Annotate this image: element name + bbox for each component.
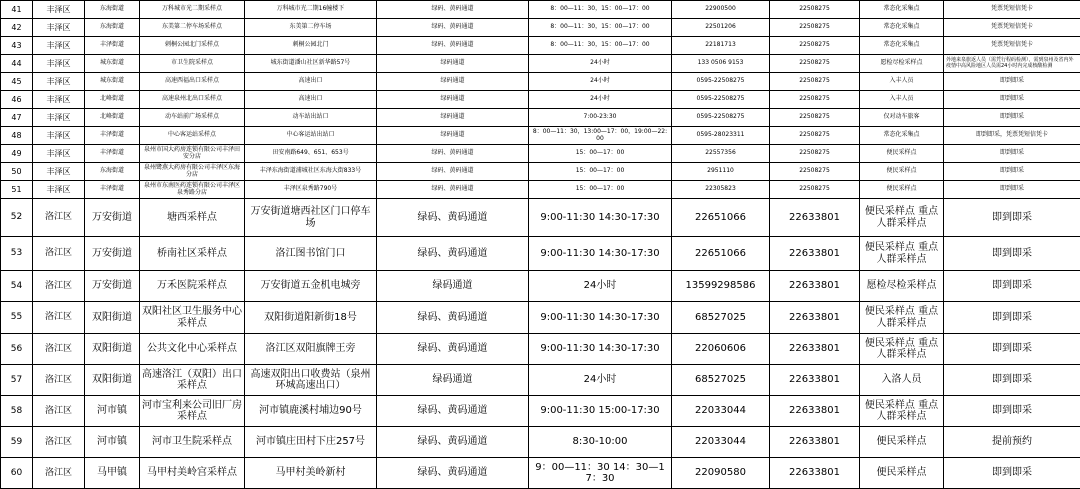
note-cell: 凭票凭短信凭卡 <box>944 37 1080 55</box>
street-cell: 万安街道 <box>85 271 140 302</box>
site-type-cell: 便民采样点 重点人群采样点 <box>860 334 944 365</box>
code-channel-cell: 绿码、黄码通道 <box>377 302 529 334</box>
hours-cell: 9:00-11:30 14:30-17:30 <box>529 237 672 271</box>
note-cell: 即到即采 <box>944 237 1080 271</box>
code-channel-cell: 绿码通道 <box>377 91 529 109</box>
hours-cell: 9:00-11:30 14:30-17:30 <box>529 302 672 334</box>
table-row <box>1 37 1080 55</box>
note-cell: 凭票凭短信凭卡 <box>944 1 1080 19</box>
hours-cell: 24小时 <box>529 271 672 302</box>
note-cell: 即到即采 <box>944 302 1080 334</box>
site-name-cell: 泉州市东南医药连锁有限公司丰泽区泉秀路分店 <box>140 181 245 199</box>
site-type-cell: 便民采样点 重点人群采样点 <box>860 199 944 237</box>
contact-phone-cell: 0595-22508275 <box>672 91 770 109</box>
site-name-cell: 桥南社区采样点 <box>140 237 245 271</box>
site-type-cell: 便民采样点 <box>860 163 944 181</box>
site-name-cell: 泉州鹭燕大药房有限公司丰泽区东海分店 <box>140 163 245 181</box>
row-number: 60 <box>1 458 33 489</box>
note-cell: 即到即采 <box>944 181 1080 199</box>
address-cell: 双阳街道阳新街18号 <box>245 302 377 334</box>
table-row <box>1 91 1080 109</box>
street-cell: 北峰街道 <box>85 109 140 127</box>
row-number: 59 <box>1 427 33 458</box>
site-type-cell: 入丰人员 <box>860 91 944 109</box>
note-cell: 即到即采 <box>944 109 1080 127</box>
supervision-phone-cell: 22508275 <box>770 73 860 91</box>
table-row <box>1 127 1080 145</box>
row-number: 55 <box>1 302 33 334</box>
supervision-phone-cell: 22633801 <box>770 458 860 489</box>
street-cell: 双阳街道 <box>85 334 140 365</box>
hours-cell: 15：00—17：00 <box>529 145 672 163</box>
row-number: 41 <box>1 1 33 19</box>
row-number: 58 <box>1 396 33 427</box>
table-row <box>1 427 1080 458</box>
note-cell: 凭票凭短信凭卡 <box>944 19 1080 37</box>
supervision-phone-cell: 22508275 <box>770 109 860 127</box>
note-cell: 即到即采，凭票凭短信凭卡 <box>944 127 1080 145</box>
code-channel-cell: 绿码通道 <box>377 127 529 145</box>
supervision-phone-cell: 22508275 <box>770 127 860 145</box>
site-type-cell: 愿检尽检采样点 <box>860 271 944 302</box>
code-channel-cell: 绿码通道 <box>377 55 529 73</box>
site-type-cell: 仅对动车旅客 <box>860 109 944 127</box>
supervision-phone-cell: 22633801 <box>770 427 860 458</box>
table-row <box>1 199 1080 237</box>
supervision-phone-cell: 22508275 <box>770 1 860 19</box>
supervision-phone-cell: 22633801 <box>770 396 860 427</box>
site-name-cell: 公共文化中心采样点 <box>140 334 245 365</box>
table-row <box>1 302 1080 334</box>
address-cell: 刺桐公园北门 <box>245 37 377 55</box>
hours-cell: 8：00—11：30，15：00—17：00 <box>529 1 672 19</box>
note-cell: 即到即采 <box>944 145 1080 163</box>
district-cell: 洛江区 <box>33 237 85 271</box>
note-cell: 即到即采 <box>944 458 1080 489</box>
hours-cell: 9:00-11:30 15:00-17:30 <box>529 396 672 427</box>
hours-cell: 24小时 <box>529 55 672 73</box>
address-cell: 河市镇庄田村下庄257号 <box>245 427 377 458</box>
table-row <box>1 1 1080 19</box>
address-cell: 万安街道五金机电城旁 <box>245 271 377 302</box>
row-number: 46 <box>1 91 33 109</box>
district-cell: 丰泽区 <box>33 127 85 145</box>
hours-cell: 7:00-23:30 <box>529 109 672 127</box>
street-cell: 城东街道 <box>85 55 140 73</box>
site-type-cell: 入丰人员 <box>860 73 944 91</box>
site-name-cell: 河市卫生院采样点 <box>140 427 245 458</box>
site-name-cell: 河市宝利来公司旧厂房采样点 <box>140 396 245 427</box>
table-row <box>1 73 1080 91</box>
site-name-cell: 动车站前广场采样点 <box>140 109 245 127</box>
code-channel-cell: 绿码、黄码通道 <box>377 396 529 427</box>
street-cell: 东海街道 <box>85 163 140 181</box>
address-cell: 动车站出站口 <box>245 109 377 127</box>
hours-cell: 9:00-11:30 14:30-17:30 <box>529 334 672 365</box>
table-row <box>1 55 1080 73</box>
district-cell: 丰泽区 <box>33 1 85 19</box>
supervision-phone-cell: 22508275 <box>770 37 860 55</box>
street-cell: 万安街道 <box>85 237 140 271</box>
hours-cell: 24小时 <box>529 365 672 396</box>
contact-phone-cell: 22060606 <box>672 334 770 365</box>
table-row <box>1 365 1080 396</box>
supervision-phone-cell: 22508275 <box>770 181 860 199</box>
hours-cell: 8:30-10:00 <box>529 427 672 458</box>
note-cell: 即到即采 <box>944 365 1080 396</box>
code-channel-cell: 绿码、黄码通道 <box>377 199 529 237</box>
supervision-phone-cell: 22633801 <box>770 334 860 365</box>
district-cell: 丰泽区 <box>33 19 85 37</box>
street-cell: 丰泽街道 <box>85 37 140 55</box>
row-number: 50 <box>1 163 33 181</box>
site-name-cell: 高速泉州北出口采样点 <box>140 91 245 109</box>
street-cell: 丰泽街道 <box>85 127 140 145</box>
address-cell: 高速双阳出口收费站（泉州环城高速出口） <box>245 365 377 396</box>
district-cell: 洛江区 <box>33 199 85 237</box>
street-cell: 北峰街道 <box>85 91 140 109</box>
district-cell: 丰泽区 <box>33 37 85 55</box>
site-type-cell: 愿检尽检采样点 <box>860 55 944 73</box>
district-cell: 丰泽区 <box>33 145 85 163</box>
street-cell: 河市镇 <box>85 427 140 458</box>
site-type-cell: 常态化采集点 <box>860 1 944 19</box>
row-number: 45 <box>1 73 33 91</box>
row-number: 54 <box>1 271 33 302</box>
address-cell: 河市镇鹿溪村埔边90号 <box>245 396 377 427</box>
address-cell: 城东街道潘山社区新华路57号 <box>245 55 377 73</box>
street-cell: 马甲镇 <box>85 458 140 489</box>
contact-phone-cell: 0595-28023311 <box>672 127 770 145</box>
district-cell: 洛江区 <box>33 271 85 302</box>
street-cell: 万安街道 <box>85 199 140 237</box>
site-name-cell: 刺桐公园北门采样点 <box>140 37 245 55</box>
row-number: 52 <box>1 199 33 237</box>
hours-cell: 8：00—11：30，15：00—17：00 <box>529 19 672 37</box>
address-cell: 洛江区双阳旗牌王旁 <box>245 334 377 365</box>
district-cell: 丰泽区 <box>33 181 85 199</box>
supervision-phone-cell: 22633801 <box>770 199 860 237</box>
note-cell: 即到即采 <box>944 396 1080 427</box>
table-row <box>1 109 1080 127</box>
supervision-phone-cell: 22508275 <box>770 163 860 181</box>
site-type-cell: 便民采样点 <box>860 427 944 458</box>
site-name-cell: 泉州市国大药房连锁有限公司丰泽田安分店 <box>140 145 245 163</box>
supervision-phone-cell: 22508275 <box>770 145 860 163</box>
row-number: 47 <box>1 109 33 127</box>
table-row <box>1 19 1080 37</box>
table-row <box>1 163 1080 181</box>
code-channel-cell: 绿码、黄码通道 <box>377 237 529 271</box>
contact-phone-cell: 2951110 <box>672 163 770 181</box>
supervision-phone-cell: 22508275 <box>770 91 860 109</box>
address-cell: 东美第二停车场 <box>245 19 377 37</box>
site-type-cell: 便民采样点 重点人群采样点 <box>860 237 944 271</box>
hours-cell: 15：00—17：00 <box>529 181 672 199</box>
site-type-cell: 常态化采集点 <box>860 127 944 145</box>
street-cell: 双阳街道 <box>85 302 140 334</box>
code-channel-cell: 绿码、黄码通道 <box>377 145 529 163</box>
contact-phone-cell: 22305823 <box>672 181 770 199</box>
code-channel-cell: 绿码通道 <box>377 109 529 127</box>
hours-cell: 8：00—11：30，13:00—17：00，19:00—22:00 <box>529 127 672 145</box>
code-channel-cell: 绿码通道 <box>377 365 529 396</box>
contact-phone-cell: 22900500 <box>672 1 770 19</box>
code-channel-cell: 绿码、黄码通道 <box>377 37 529 55</box>
code-channel-cell: 绿码、黄码通道 <box>377 181 529 199</box>
note-cell: 即到即采 <box>944 334 1080 365</box>
street-cell: 河市镇 <box>85 396 140 427</box>
address-cell: 田安南路649、651、653号 <box>245 145 377 163</box>
street-cell: 东海街道 <box>85 19 140 37</box>
code-channel-cell: 绿码、黄码通道 <box>377 1 529 19</box>
contact-phone-cell: 22090580 <box>672 458 770 489</box>
note-cell: 即到即采 <box>944 271 1080 302</box>
contact-phone-cell: 22651066 <box>672 237 770 271</box>
site-name-cell: 高速洛江（双阳）出口采样点 <box>140 365 245 396</box>
table-row <box>1 458 1080 489</box>
street-cell: 丰泽街道 <box>85 145 140 163</box>
contact-phone-cell: 22181713 <box>672 37 770 55</box>
contact-phone-cell: 68527025 <box>672 302 770 334</box>
supervision-phone-cell: 22508275 <box>770 19 860 37</box>
code-channel-cell: 绿码通道 <box>377 271 529 302</box>
district-cell: 洛江区 <box>33 334 85 365</box>
site-type-cell: 便民采样点 重点人群采样点 <box>860 396 944 427</box>
address-cell: 高速出口 <box>245 91 377 109</box>
note-cell: 提前预约 <box>944 427 1080 458</box>
contact-phone-cell: 22651066 <box>672 199 770 237</box>
contact-phone-cell: 133 0506 9153 <box>672 55 770 73</box>
district-cell: 洛江区 <box>33 427 85 458</box>
supervision-phone-cell: 22633801 <box>770 302 860 334</box>
table-row <box>1 396 1080 427</box>
district-cell: 丰泽区 <box>33 55 85 73</box>
row-number: 57 <box>1 365 33 396</box>
site-name-cell: 万科城市光二期采样点 <box>140 1 245 19</box>
supervision-phone-cell: 22633801 <box>770 365 860 396</box>
table-row <box>1 181 1080 199</box>
address-cell: 万安街道塘西社区门口停车场 <box>245 199 377 237</box>
district-cell: 洛江区 <box>33 458 85 489</box>
site-name-cell: 马甲村美岭宫采样点 <box>140 458 245 489</box>
note-cell: 即到即采 <box>944 73 1080 91</box>
site-name-cell: 双阳社区卫生服务中心采样点 <box>140 302 245 334</box>
note-cell: 即到即采 <box>944 163 1080 181</box>
district-cell: 洛江区 <box>33 396 85 427</box>
hours-cell: 8：00—11：30，15：00—17：00 <box>529 37 672 55</box>
street-cell: 双阳街道 <box>85 365 140 396</box>
code-channel-cell: 绿码、黄码通道 <box>377 334 529 365</box>
site-type-cell: 常态化采集点 <box>860 19 944 37</box>
district-cell: 洛江区 <box>33 365 85 396</box>
address-cell: 洛江图书馆门口 <box>245 237 377 271</box>
row-number: 53 <box>1 237 33 271</box>
hours-cell: 9：00—11：30 14：30—17：30 <box>529 458 672 489</box>
address-cell: 丰泽东海街道浦城社区东海大街833号 <box>245 163 377 181</box>
code-channel-cell: 绿码、黄码通道 <box>377 163 529 181</box>
note-cell: 即到即采 <box>944 199 1080 237</box>
contact-phone-cell: 22501206 <box>672 19 770 37</box>
contact-phone-cell: 0595-22508275 <box>672 73 770 91</box>
table-row <box>1 271 1080 302</box>
hours-cell: 15：00—17：00 <box>529 163 672 181</box>
table-body <box>1 1 1080 489</box>
hours-cell: 24小时 <box>529 73 672 91</box>
site-type-cell: 便民采样点 重点人群采样点 <box>860 302 944 334</box>
district-cell: 丰泽区 <box>33 73 85 91</box>
code-channel-cell: 绿码通道 <box>377 73 529 91</box>
district-cell: 丰泽区 <box>33 109 85 127</box>
street-cell: 丰泽街道 <box>85 181 140 199</box>
row-number: 48 <box>1 127 33 145</box>
district-cell: 丰泽区 <box>33 91 85 109</box>
contact-phone-cell: 68527025 <box>672 365 770 396</box>
supervision-phone-cell: 22633801 <box>770 237 860 271</box>
site-type-cell: 便民采样点 <box>860 145 944 163</box>
note-cell: 外地来泉旅返人员（需凭行程码检测），需到泉州及省内外疫情中高风险地区人员需24小时内完成核酸检测 <box>944 55 1080 73</box>
table-row <box>1 334 1080 365</box>
row-number: 42 <box>1 19 33 37</box>
site-name-cell: 高速西福出口采样点 <box>140 73 245 91</box>
site-name-cell: 中心客运站采样点 <box>140 127 245 145</box>
code-channel-cell: 绿码、黄码通道 <box>377 427 529 458</box>
row-number: 43 <box>1 37 33 55</box>
district-cell: 洛江区 <box>33 302 85 334</box>
code-channel-cell: 绿码、黄码通道 <box>377 458 529 489</box>
site-type-cell: 入洛人员 <box>860 365 944 396</box>
code-channel-cell: 绿码、黄码通道 <box>377 19 529 37</box>
street-cell: 东海街道 <box>85 1 140 19</box>
row-number: 49 <box>1 145 33 163</box>
table-row <box>1 237 1080 271</box>
site-name-cell: 万禾医院采样点 <box>140 271 245 302</box>
hours-cell: 24小时 <box>529 91 672 109</box>
supervision-phone-cell: 22508275 <box>770 55 860 73</box>
district-cell: 丰泽区 <box>33 163 85 181</box>
street-cell: 城东街道 <box>85 73 140 91</box>
contact-phone-cell: 22033044 <box>672 396 770 427</box>
site-name-cell: 东美第二停车场采样点 <box>140 19 245 37</box>
supervision-phone-cell: 22633801 <box>770 271 860 302</box>
address-cell: 马甲村美岭新村 <box>245 458 377 489</box>
site-type-cell: 便民采样点 <box>860 181 944 199</box>
table-row <box>1 145 1080 163</box>
contact-phone-cell: 22557356 <box>672 145 770 163</box>
address-cell: 丰泽区泉秀路790号 <box>245 181 377 199</box>
address-cell: 高速出口 <box>245 73 377 91</box>
hours-cell: 9:00-11:30 14:30-17:30 <box>529 199 672 237</box>
site-type-cell: 常态化采集点 <box>860 37 944 55</box>
note-cell: 即到即采 <box>944 91 1080 109</box>
contact-phone-cell: 22033044 <box>672 427 770 458</box>
site-name-cell: 塘西采样点 <box>140 199 245 237</box>
site-type-cell: 便民采样点 <box>860 458 944 489</box>
row-number: 44 <box>1 55 33 73</box>
address-cell: 中心客运站出站口 <box>245 127 377 145</box>
row-number: 56 <box>1 334 33 365</box>
address-cell: 万科城市光二期16幢楼下 <box>245 1 377 19</box>
contact-phone-cell: 0595-22508275 <box>672 109 770 127</box>
row-number: 51 <box>1 181 33 199</box>
contact-phone-cell: 13599298586 <box>672 271 770 302</box>
site-name-cell: 市卫生院采样点 <box>140 55 245 73</box>
